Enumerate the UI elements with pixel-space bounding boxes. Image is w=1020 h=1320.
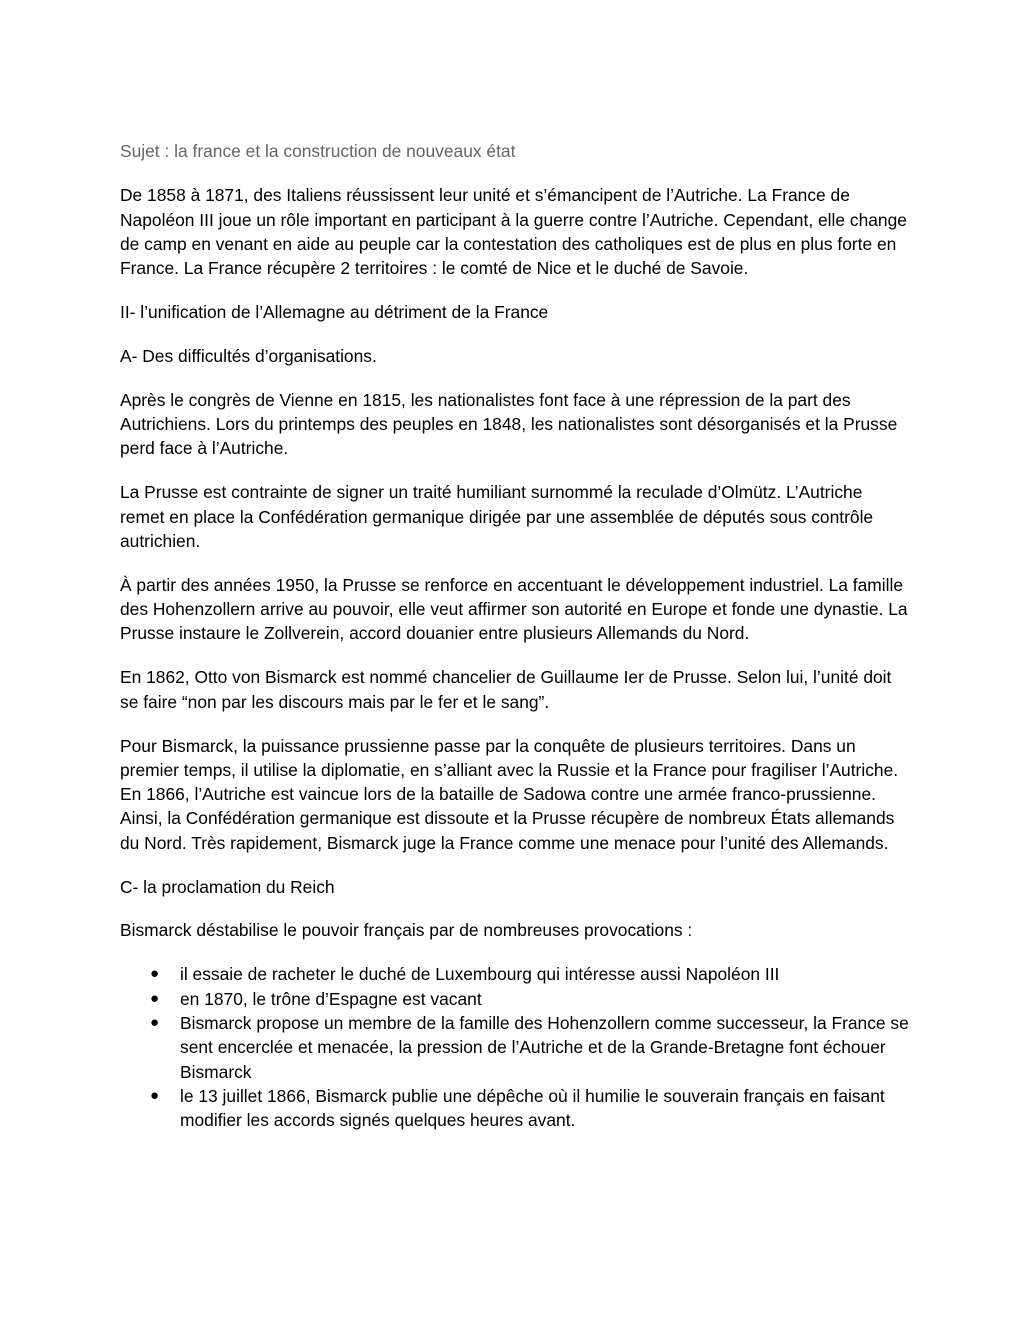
paragraph-olmutz: La Prusse est contrainte de signer un traité humiliant surnommé la reculade d’Olmütz. L’Autriche remet en place la Confédération germanique dirigée par une assemblée de députés sous contrôle autrichien. [120,482,874,551]
paragraph-prussia-strengthens: À partir des années 1950, la Prusse se renforce en accentuant le développement industriel. La famille des Hohenzollern arrive au pouvoir, elle veut affirmer son autorité en Europe et fonde une dynastie. La Prusse instaure le Zollverein, accord douanier entre plusieurs Allemands du Nord. [120,574,908,644]
paragraph-vienna-congress: Après le congrès de Vienne en 1815, les nationalistes font face à une répression de la part des Autrichiens. Lors du printemps des peuples en 1848, les nationalistes sont désorganisés et la Prusse perd face à l’Autriche. [120,389,898,459]
list-item-text: il essaie de racheter le duché de Luxembourg qui intéresse aussi Napoléon III [180,964,780,985]
bullet-icon: ● [150,965,160,983]
paragraph-prussian-power: Pour Bismarck, la puissance prussienne passe par la conquête de plusieurs territoires. Dans un premier temps, il utilise la diplomatie, en s’alliant avec la Russie et la France pour fragiliser l’Autriche. En 1866, l’Autriche est vaincue lors de la bataille de Sadowa contre une armée franco-prussienne. Ainsi, la Confédération germanique est dissoute et la Prusse récupère de nombreux États allemands du Nord. Très rapidement, Bismarck juge la France comme une menace pour l’unité des Allemands. [120,735,899,853]
section-heading-germany: II- l’unification de l’Allemagne au détriment de la France [120,302,549,323]
list-item [120,1084,910,1133]
list-item [120,987,910,1011]
paragraph-italian-unity: De 1858 à 1871, des Italiens réussissent leur unité et s’émancipent de l’Autriche. La France de Napoléon III joue un rôle important en participant à la guerre contre l’Autriche. Cependant, elle change de camp en venant en aide au peuple car la contestation des catholiques est de plus en plus forte en France. La France récupère 2 territoires : le comté de Nice et le duché de Savoie. [120,185,907,279]
list-item [120,962,910,986]
list-item-text: le 13 juillet 1866, Bismarck publie une dépêche où il humilie le souverain français en faisant modifier les accords signés quelques heures avant. [180,1085,885,1131]
bullet-icon: ● [150,1013,160,1031]
provocations-list [120,962,910,1132]
subsection-heading-a: A- Des difficultés d’organisations. [120,345,377,366]
list-item-text: Bismarck propose un membre de la famille des Hohenzollern comme successeur, la France se sent encerclée et menacée, la pression de l’Autriche et de la Grande-Bretagne font échouer Bismarck [180,1012,909,1082]
document-subtitle: Sujet : la france et la construction de nouveaux état [120,141,516,161]
list-item [120,1011,910,1084]
subsection-heading-c: C- la proclamation du Reich [120,876,335,897]
paragraph-bismarck-chancellor: En 1862, Otto von Bismarck est nommé chancelier de Guillaume Ier de Prusse. Selon lui, l’unité doit se faire “non par les discours mais par le fer et le sang”. [120,667,892,712]
bullet-icon: ● [150,989,160,1007]
document-page [120,139,910,1132]
bullet-icon: ● [150,1086,160,1104]
list-item-text: en 1870, le trône d’Espagne est vacant [180,988,482,1009]
paragraph-provocations: Bismarck déstabilise le pouvoir français par de nombreuses provocations : [120,920,693,941]
